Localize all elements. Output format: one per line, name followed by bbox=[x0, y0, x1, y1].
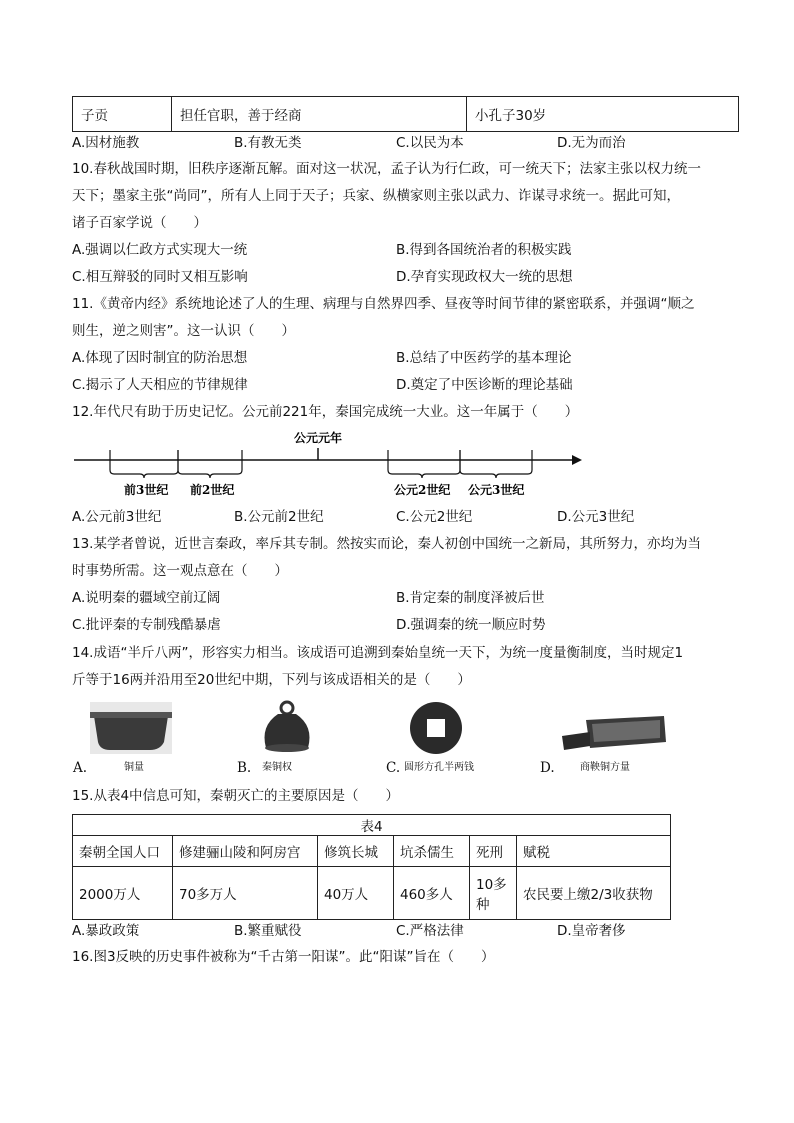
q14-letter-a: A. bbox=[73, 760, 88, 776]
timeline-label-ad3: 公元3世纪 bbox=[468, 483, 525, 497]
q13-line-2: 时事势所需。这一观点意在（ ） bbox=[72, 563, 288, 579]
q10-option-a: A.强调以仁政方式实现大一统 bbox=[72, 242, 248, 258]
q14-line-1: 14.成语“半斤八两”，形容实力相当。该成语可追溯到秦始皇统一天下，为统一度量衡制度，当时规定1 bbox=[72, 645, 684, 661]
timeline-label-bc2: 前2世纪 bbox=[190, 483, 235, 497]
brace-ad3 bbox=[460, 450, 532, 478]
q11-option-d: D.奠定了中医诊断的理论基础 bbox=[396, 377, 573, 393]
table-cell: 70多万人 bbox=[173, 867, 318, 920]
q14-caption-c: 圆形方孔半两钱 bbox=[404, 762, 474, 773]
q13-option-c: C.批评秦的专制残酷暴虐 bbox=[72, 617, 221, 633]
q9-option-c: C.以民为本 bbox=[396, 135, 464, 151]
q12-option-d: D.公元3世纪 bbox=[557, 509, 635, 525]
q9-option-b: B.有教无类 bbox=[234, 135, 302, 151]
table-cell: 460多人 bbox=[394, 867, 470, 920]
q15-option-b: B.繁重赋役 bbox=[234, 923, 302, 939]
q13-line-1: 13.某学者曾说，近世言秦政，率斥其专制。然按实而论，秦人初创中国统一之新局，其所努力，亦均为当 bbox=[72, 536, 701, 552]
timeline-figure bbox=[72, 428, 592, 500]
table-row bbox=[73, 97, 739, 132]
timeline-label-ad2: 公元2世纪 bbox=[394, 483, 451, 497]
table-row bbox=[73, 867, 671, 920]
table-caption-row bbox=[73, 815, 671, 836]
table-4 bbox=[72, 814, 671, 920]
shang-yang-measure-image bbox=[560, 712, 670, 756]
q15-line-1: 15.从表4中信息可知，秦朝灭亡的主要原因是（ ） bbox=[72, 788, 400, 804]
table-caption: 表4 bbox=[73, 815, 671, 836]
q14-caption-a: 铜量 bbox=[124, 762, 144, 773]
table-header-cell: 死刑 bbox=[470, 836, 517, 867]
q16-line-1: 16.图3反映的历史事件被称为“千古第一阳谋”。此“阳谋”旨在（ ） bbox=[72, 949, 495, 965]
q15-option-a: A.暴政政策 bbox=[72, 923, 140, 939]
q11-option-a: A.体现了因时制宜的防治思想 bbox=[72, 350, 248, 366]
table-header-cell: 秦朝全国人口 bbox=[73, 836, 173, 867]
q14-caption-b: 秦铜权 bbox=[262, 762, 292, 773]
brace-ad2 bbox=[388, 450, 460, 478]
q10-line-1: 10.春秋战国时期，旧秩序逐渐瓦解。面对这一状况，孟子认为行仁政，可一统天下；法家主张以权力统一 bbox=[72, 161, 701, 177]
q10-option-c: C.相互辩驳的同时又相互影响 bbox=[72, 269, 248, 285]
timeline-label-bc3: 前3世纪 bbox=[124, 483, 169, 497]
q14-caption-d: 商鞅铜方量 bbox=[580, 762, 630, 773]
table-cell-name: 子贡 bbox=[73, 97, 172, 132]
q14-letter-b: B. bbox=[237, 760, 252, 776]
banliang-coin-image bbox=[408, 700, 464, 756]
q11-option-b: B.总结了中医药学的基本理论 bbox=[396, 350, 572, 366]
table-cell-desc: 担任官职，善于经商 bbox=[172, 97, 467, 132]
table-header-cell: 修筑长城 bbox=[318, 836, 394, 867]
q10-line-2: 天下；墨家主张“尚同”，所有人上同于天子；兵家、纵横家则主张以武力、诈谋寻求统一。据此可知， bbox=[72, 188, 680, 204]
q12-line-1: 12.年代尺有助于历史记忆。公元前221年，秦国完成统一大业。这一年属于（ ） bbox=[72, 404, 579, 420]
q13-option-b: B.肯定秦的制度泽被后世 bbox=[396, 590, 545, 606]
q13-option-a: A.说明秦的疆域空前辽阔 bbox=[72, 590, 221, 606]
q10-option-d: D.孕育实现政权大一统的思想 bbox=[396, 269, 573, 285]
q14-line-2: 斤等于16两并沿用至20世纪中期，下列与该成语相关的是（ ） bbox=[72, 672, 471, 688]
table-cell: 2000万人 bbox=[73, 867, 173, 920]
table-header-cell: 修建骊山陵和阿房宫 bbox=[173, 836, 318, 867]
q14-letter-c: C. bbox=[386, 760, 401, 776]
timeline-arrow-icon bbox=[572, 455, 582, 465]
q9-option-a: A.因材施教 bbox=[72, 135, 140, 151]
table-cell: 农民要上缴2/3收获物 bbox=[517, 867, 671, 920]
q12-option-a: A.公元前3世纪 bbox=[72, 509, 162, 525]
table-cell: 40万人 bbox=[318, 867, 394, 920]
bronze-weight-image bbox=[256, 700, 318, 756]
q12-option-c: C.公元2世纪 bbox=[396, 509, 473, 525]
q11-line-1: 11.《黄帝内经》系统地论述了人的生理、病理与自然界四季、昼夜等时间节律的紧密联系，并强调“顺之 bbox=[72, 296, 695, 312]
bronze-measure-image bbox=[90, 702, 172, 754]
q13-option-d: D.强调秦的统一顺应时势 bbox=[396, 617, 546, 633]
table-cell-note: 小孔子30岁 bbox=[467, 97, 739, 132]
q10-option-b: B.得到各国统治者的积极实践 bbox=[396, 242, 572, 258]
q9-table bbox=[72, 96, 739, 132]
q9-option-d: D.无为而治 bbox=[557, 135, 626, 151]
table-header-row bbox=[73, 836, 671, 867]
q15-option-d: D.皇帝奢侈 bbox=[557, 923, 626, 939]
timeline-top-label: 公元元年 bbox=[294, 431, 343, 445]
brace-bc2 bbox=[178, 450, 242, 478]
q15-option-c: C.严格法律 bbox=[396, 923, 464, 939]
table-header-cell: 赋税 bbox=[517, 836, 671, 867]
q14-letter-d: D. bbox=[540, 760, 555, 776]
brace-bc3 bbox=[110, 450, 178, 478]
table-header-cell: 坑杀儒生 bbox=[394, 836, 470, 867]
q12-option-b: B.公元前2世纪 bbox=[234, 509, 324, 525]
table-cell: 10多种 bbox=[470, 867, 517, 920]
q10-line-3: 诸子百家学说（ ） bbox=[72, 215, 207, 231]
q11-line-2: 则生，逆之则害”。这一认识（ ） bbox=[72, 323, 295, 339]
q11-option-c: C.揭示了人天相应的节律规律 bbox=[72, 377, 248, 393]
